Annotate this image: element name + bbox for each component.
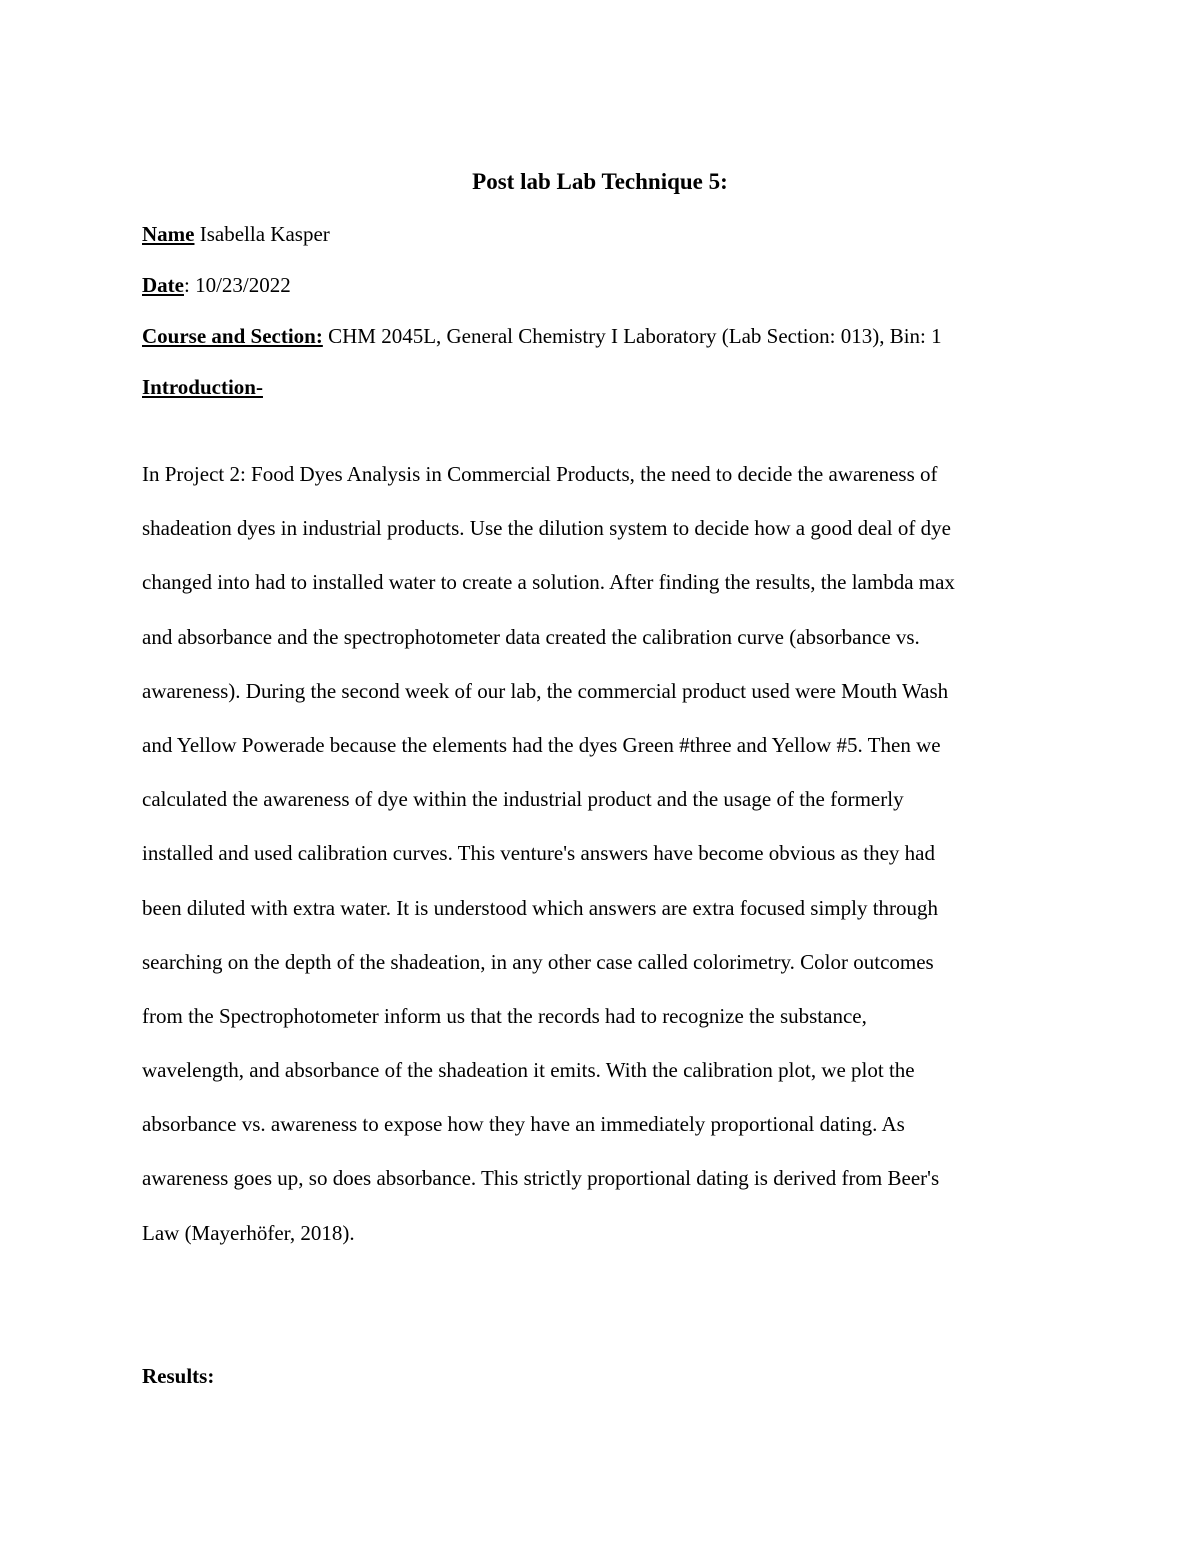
course-value: CHM 2045L, General Chemistry I Laboratory (Lab Section: 013), Bin: 1 xyxy=(322,324,942,348)
date-line xyxy=(142,271,291,299)
intro-line: absorbance vs. awareness to expose how they have an immediately proportional dating. As xyxy=(142,1112,905,1137)
name-value: Isabella Kasper xyxy=(194,222,330,246)
intro-line: changed into had to installed water to create a solution. After finding the results, the lambda max xyxy=(142,570,955,595)
intro-line: calculated the awareness of dye within the industrial product and the usage of the formerly xyxy=(142,787,904,812)
date-label: Date xyxy=(142,273,184,297)
intro-line: and absorbance and the spectrophotometer data created the calibration curve (absorbance vs. xyxy=(142,624,920,649)
intro-line: wavelength, and absorbance of the shadeation it emits. With the calibration plot, we plot the xyxy=(142,1058,915,1083)
intro-line: In Project 2: Food Dyes Analysis in Commercial Products, the need to decide the awareness of xyxy=(142,462,938,486)
intro-heading: Introduction- xyxy=(142,375,263,399)
intro-heading-line xyxy=(142,373,263,401)
course-line xyxy=(142,322,942,350)
intro-paragraph xyxy=(142,447,1060,1260)
intro-line: installed and used calibration curves. This venture's answers have become obvious as they had xyxy=(142,841,936,866)
date-value: : 10/23/2022 xyxy=(183,273,291,297)
results-heading: Results: xyxy=(142,1364,215,1388)
intro-line: shadeation dyes in industrial products. Use the dilution system to decide how a good deal of dye xyxy=(142,516,951,541)
document-title: Post lab Lab Technique 5: xyxy=(472,169,728,194)
intro-line: awareness goes up, so does absorbance. This strictly proportional dating is derived from Beer's xyxy=(142,1166,940,1191)
intro-line: searching on the depth of the shadeation, in any other case called colorimetry. Color outcomes xyxy=(142,949,934,974)
intro-line: Law (Mayerhöfer, 2018). xyxy=(142,1220,355,1245)
name-line xyxy=(142,220,330,248)
intro-line: from the Spectrophotometer inform us that the records had to recognize the substance, xyxy=(142,1003,867,1028)
intro-line: been diluted with extra water. It is understood which answers are extra focused simply through xyxy=(142,895,939,920)
course-label: Course and Section: xyxy=(142,324,323,348)
intro-line: and Yellow Powerade because the elements had the dyes Green #three and Yellow #5. Then we xyxy=(142,732,941,757)
intro-line: awareness). During the second week of our lab, the commercial product used were Mouth Wash xyxy=(142,678,949,703)
name-label: Name xyxy=(142,222,195,246)
